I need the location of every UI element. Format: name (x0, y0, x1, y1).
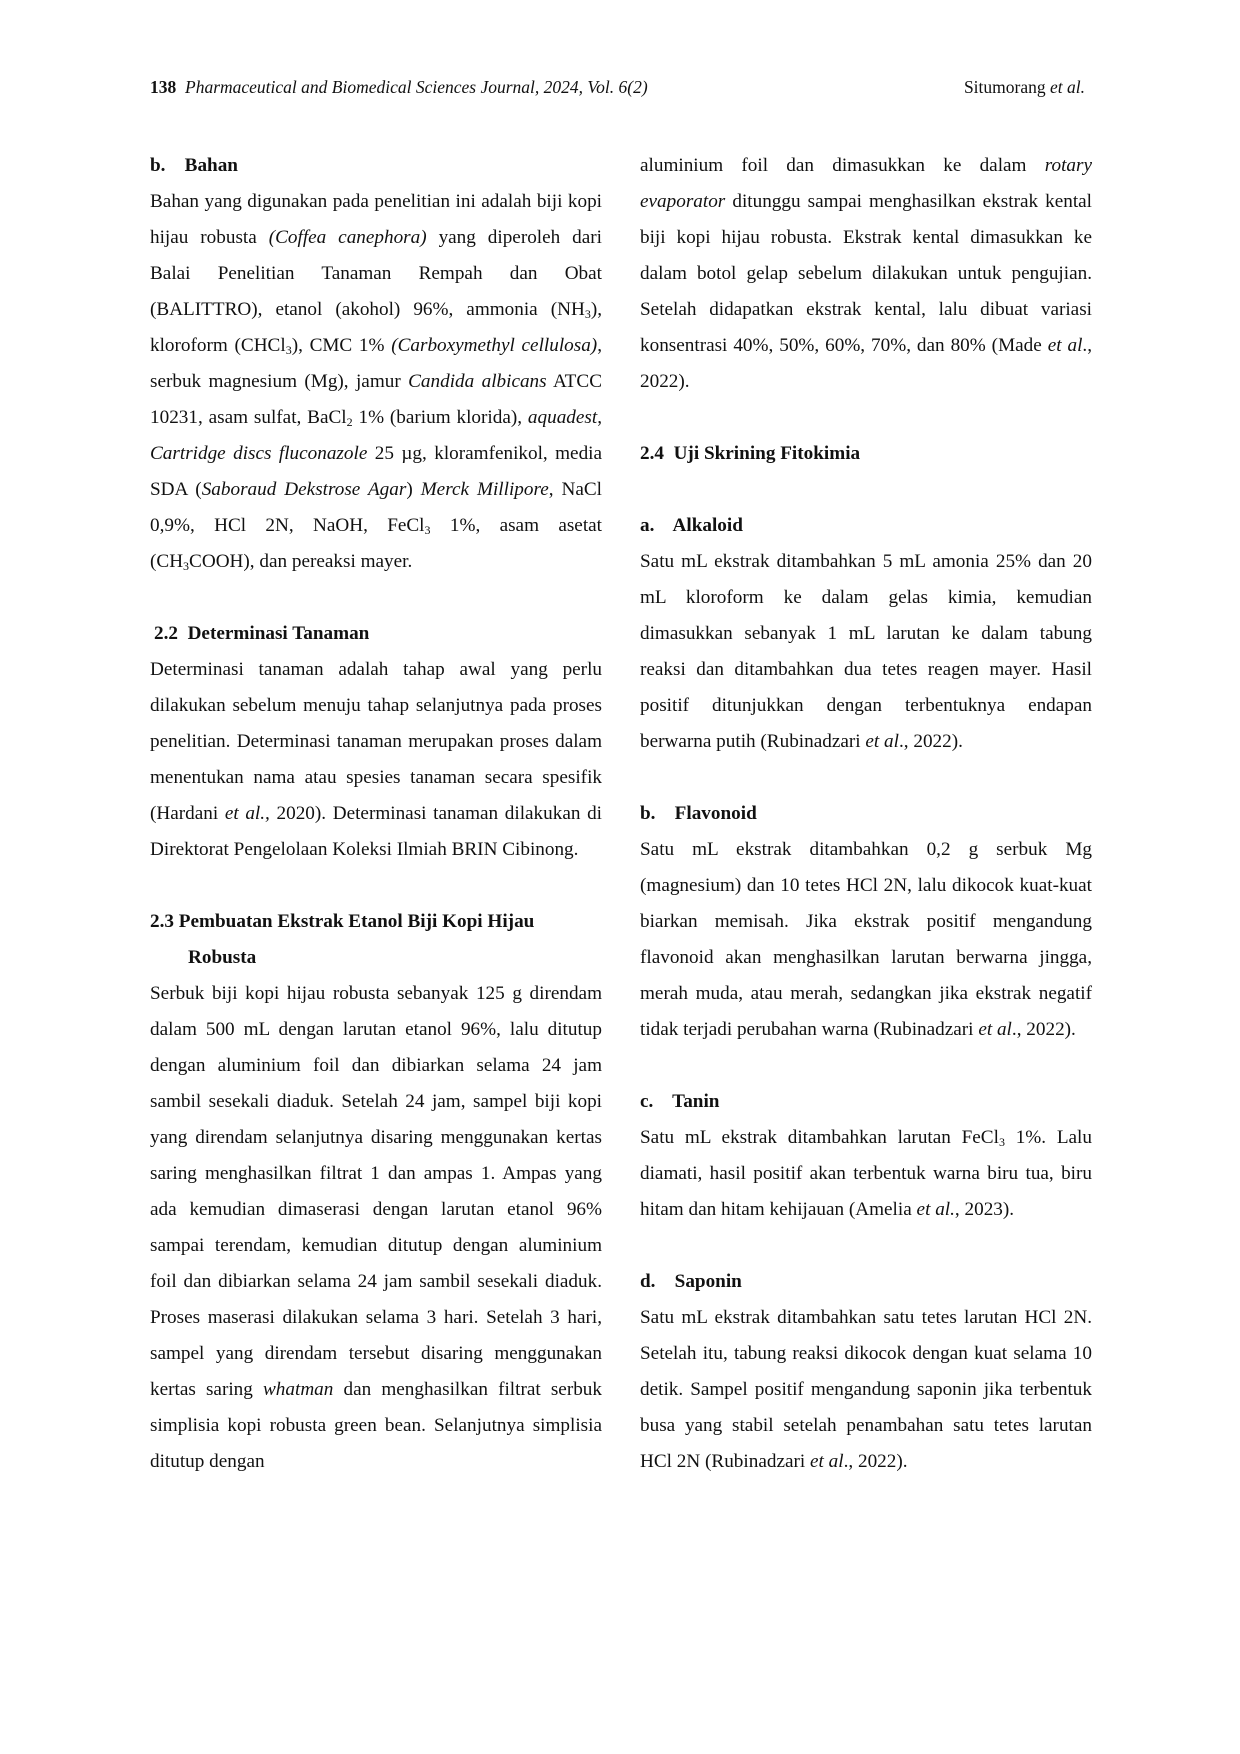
page-number: 138 (150, 77, 177, 97)
journal-name: Pharmaceutical and Biomedical Sciences Journal, 2024, Vol. 6(2) (185, 77, 648, 97)
alkaloid-heading: a. Alkaloid (640, 515, 743, 536)
flavonoid-heading: b. Flavonoid (640, 803, 757, 824)
tanin-paragraph: Satu mL ekstrak ditambahkan larutan FeCl$_3$ 1%. Lalu diamati, hasil positif akan terbentuk warna biru tua, biru hitam dan hitam kehijauan (Amelia et al., 2023). (640, 1127, 1092, 1220)
section-2-3-heading: 2.3 Pembuatan Ekstrak Etanol Biji Kopi Hijau Robusta (150, 911, 535, 968)
bahan-heading: b. Bahan (150, 155, 238, 176)
section-2-2-paragraph: Determinasi tanaman adalah tahap awal yang perlu dilakukan sebelum menuju tahap selanjutnya pada proses penelitian. Determinasi tanaman merupakan proses dalam menentukan nama atau spesies tanaman secara spesifik (Hardani et al., 2020). Determinasi tanaman dilakukan di Direktorat Pengelolaan Koleksi Ilmiah BRIN Cibinong. (150, 659, 603, 860)
section-2-3-paragraph: Serbuk biji kopi hijau robusta sebanyak 125 g direndam dalam 500 mL dengan larutan etanol 96%, lalu ditutup dengan aluminium foil dan dibiarkan selama 24 jam sambil sesekali diaduk. Setelah 24 jam, sampel biji kopi yang direndam selanjutnya disaring menggunakan kertas saring menghasilkan filtrat 1 dan ampas 1. Ampas yang ada kemudian dimaserasi dengan larutan etanol 96% sampai terendam, kemudian ditutup dengan aluminium foil dan dibiarkan selama 24 jam sambil sesekali diaduk. Proses maserasi dilakukan selama 3 hari. Setelah 3 hari, sampel yang direndam tersebut disaring menggunakan kertas saring whatman dan menghasilkan filtrat serbuk simplisia kopi robusta green bean. Selanjutnya simplisia ditutup dengan (150, 983, 602, 1472)
flavonoid-paragraph: Satu mL ekstrak ditambahkan 0,2 g serbuk Mg (magnesium) dan 10 tetes HCl 2N, lalu dikocok kuat-kuat biarkan memisah. Jika ekstrak positif mengandung flavonoid akan menghasilkan larutan berwarna jingga, merah muda, atau merah, sedangkan jika ekstrak negatif tidak terjadi perubahan warna (Rubinadzari et al., 2022). (640, 839, 1092, 1040)
right-column (640, 148, 1092, 1480)
section-2-2-heading: 2.2 Determinasi Tanaman (154, 623, 370, 644)
left-column (150, 148, 602, 1480)
saponin-heading: d. Saponin (640, 1271, 742, 1292)
section-2-3-continued: aluminium foil dan dimasukkan ke dalam rotary evaporator ditunggu sampai menghasilkan ekstrak kental biji kopi hijau robusta. Ekstrak kental dimasukkan ke dalam botol gelap sebelum dilakukan untuk pengujian. Setelah didapatkan ekstrak kental, lalu dibuat variasi konsentrasi 40%, 50%, 60%, 70%, dan 80% (Made et al., 2022). (640, 155, 1093, 392)
section-2-4-heading: 2.4 Uji Skrining Fitokimia (640, 443, 861, 464)
header-left (150, 74, 648, 100)
bahan-paragraph: Bahan yang digunakan pada penelitian ini adalah biji kopi hijau robusta (Coffea canephora) yang diperoleh dari Balai Penelitian Tanaman Rempah dan Obat (BALITTRO), etanol (akohol) 96%, ammonia $(NH_3)$, kloroform (CHCl$_3$), CMC 1% (Carboxymethyl cellulosa), serbuk magnesium (Mg), jamur Candida albicans ATCC 10231, asam sulfat, BaCl$_2$ 1% (barium klorida), aquadest, Cartridge discs fluconazole 25 µg, kloramfenikol, media SDA (Saboraud Dekstrose Agar) Merck Millipore, NaCl 0,9%, HCl 2N, NaOH, FeCl$_3$ 1%, asam asetat $(CH_3COOH)$, dan pereaksi mayer. (150, 191, 603, 573)
tanin-heading: c. Tanin (640, 1091, 720, 1112)
alkaloid-paragraph: Satu mL ekstrak ditambahkan 5 mL amonia 25% dan 20 mL kloroform ke dalam gelas kimia, kemudian dimasukkan sebanyak 1 mL larutan ke dalam tabung reaksi dan ditambahkan dua tetes reagen mayer. Hasil positif ditunjukkan dengan terbentuknya endapan berwarna putih (Rubinadzari et al., 2022). (640, 551, 1092, 752)
running-header (150, 74, 1085, 100)
saponin-paragraph: Satu mL ekstrak ditambahkan satu tetes larutan HCl 2N. Setelah itu, tabung reaksi dikocok dengan kuat selama 10 detik. Sampel positif mengandung saponin jika terbentuk busa yang stabil setelah penambahan satu tetes larutan HCl 2N (Rubinadzari et al., 2022). (640, 1307, 1092, 1472)
header-author: Situmorang et al. (963, 77, 1085, 97)
